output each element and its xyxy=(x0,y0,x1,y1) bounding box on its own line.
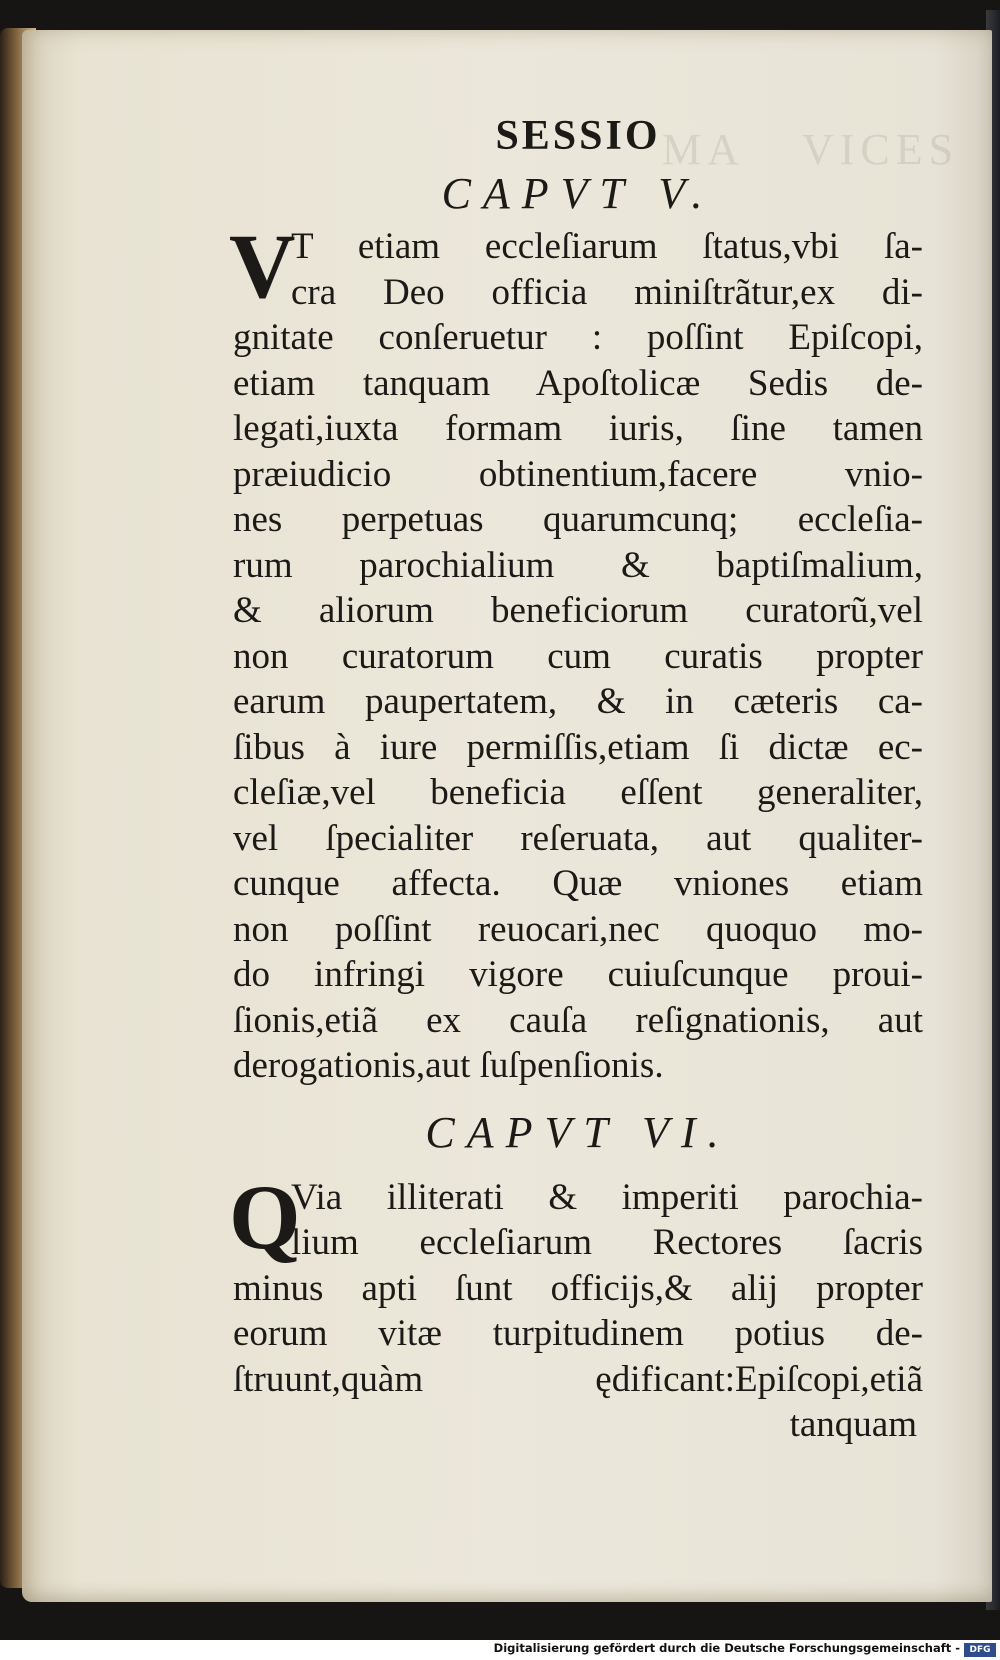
bleed-through-text: MA xyxy=(662,125,745,174)
text-line: minus apti ſunt officijs,& alij propter xyxy=(233,1267,923,1309)
chapter-paragraph xyxy=(229,1165,923,1403)
dfg-logo[interactable]: DFG xyxy=(964,1643,996,1657)
text-line: nes perpetuas quarumcunq; eccleſia- xyxy=(233,499,923,540)
text-line: Via illiterati & imperiti parochia- xyxy=(291,1176,923,1218)
text-line: earum paupertatem, & in cæteris ca- xyxy=(233,681,923,722)
footer-bar xyxy=(0,1640,1000,1660)
text-line: etiam tanquam Apoſtolicæ Sedis de- xyxy=(233,362,923,404)
text-line: cunque affecta. Quæ vniones etiam xyxy=(233,863,923,904)
text-block xyxy=(229,108,923,1448)
text-line: præiudicio obtinentium,facere vnio- xyxy=(233,453,923,495)
text-line: & aliorum beneficiorum curatorũ,vel xyxy=(233,590,923,631)
text-line: ſionis,etiã ex cauſa reſignationis, aut xyxy=(233,999,923,1041)
chapter-heading: CAPVT V. xyxy=(441,169,715,218)
text-line: ſibus à iure permiſſis,etiam ſi dictæ ec- xyxy=(233,726,923,768)
catchword: tanquam xyxy=(789,1404,917,1445)
bleed-through-text: VICES xyxy=(802,125,960,174)
text-line: derogationis,aut ſuſpenſionis. xyxy=(233,1045,664,1086)
text-line: cra Deo officia miniſtrãtur,ex di- xyxy=(291,271,923,313)
text-line: eorum vitæ turpitudinem potius de- xyxy=(233,1313,923,1354)
chapter-heading: CAPVT VI. xyxy=(425,1107,731,1157)
text-line: lium eccleſiarum Rectores ſacris xyxy=(291,1222,923,1263)
text-line: T etiam eccleſiarum ſtatus,vbi ſa- xyxy=(291,226,923,267)
text-line: gnitate conſeruetur : poſſint Epiſcopi, xyxy=(233,317,923,358)
chapter-paragraph xyxy=(229,215,923,1089)
text-line: non poſſint reuocari,nec quoquo mo- xyxy=(233,908,923,950)
drop-cap: Q xyxy=(229,1165,301,1268)
text-line: legati,iuxta formam iuris, ſine tamen xyxy=(233,408,923,449)
text-line: ſtruunt,quàm ędificant:Epiſcopi,etiã xyxy=(233,1358,923,1400)
footer-credit: Digitalisierung gefördert durch die Deutsche Forschungsgemeinschaft - xyxy=(493,1641,960,1655)
text-line: cleſiæ,vel beneficia eſſent generaliter, xyxy=(233,772,923,813)
text-line: do infringi vigore cuiuſcunque proui- xyxy=(233,954,923,995)
running-head: SESSIO xyxy=(495,113,661,159)
text-line: vel ſpecialiter reſeruata, aut qualiter- xyxy=(233,817,923,859)
text-line: rum parochialium & baptiſmalium, xyxy=(233,544,923,586)
drop-cap: V xyxy=(229,215,296,317)
text-line: non curatorum cum curatis propter xyxy=(233,635,923,677)
